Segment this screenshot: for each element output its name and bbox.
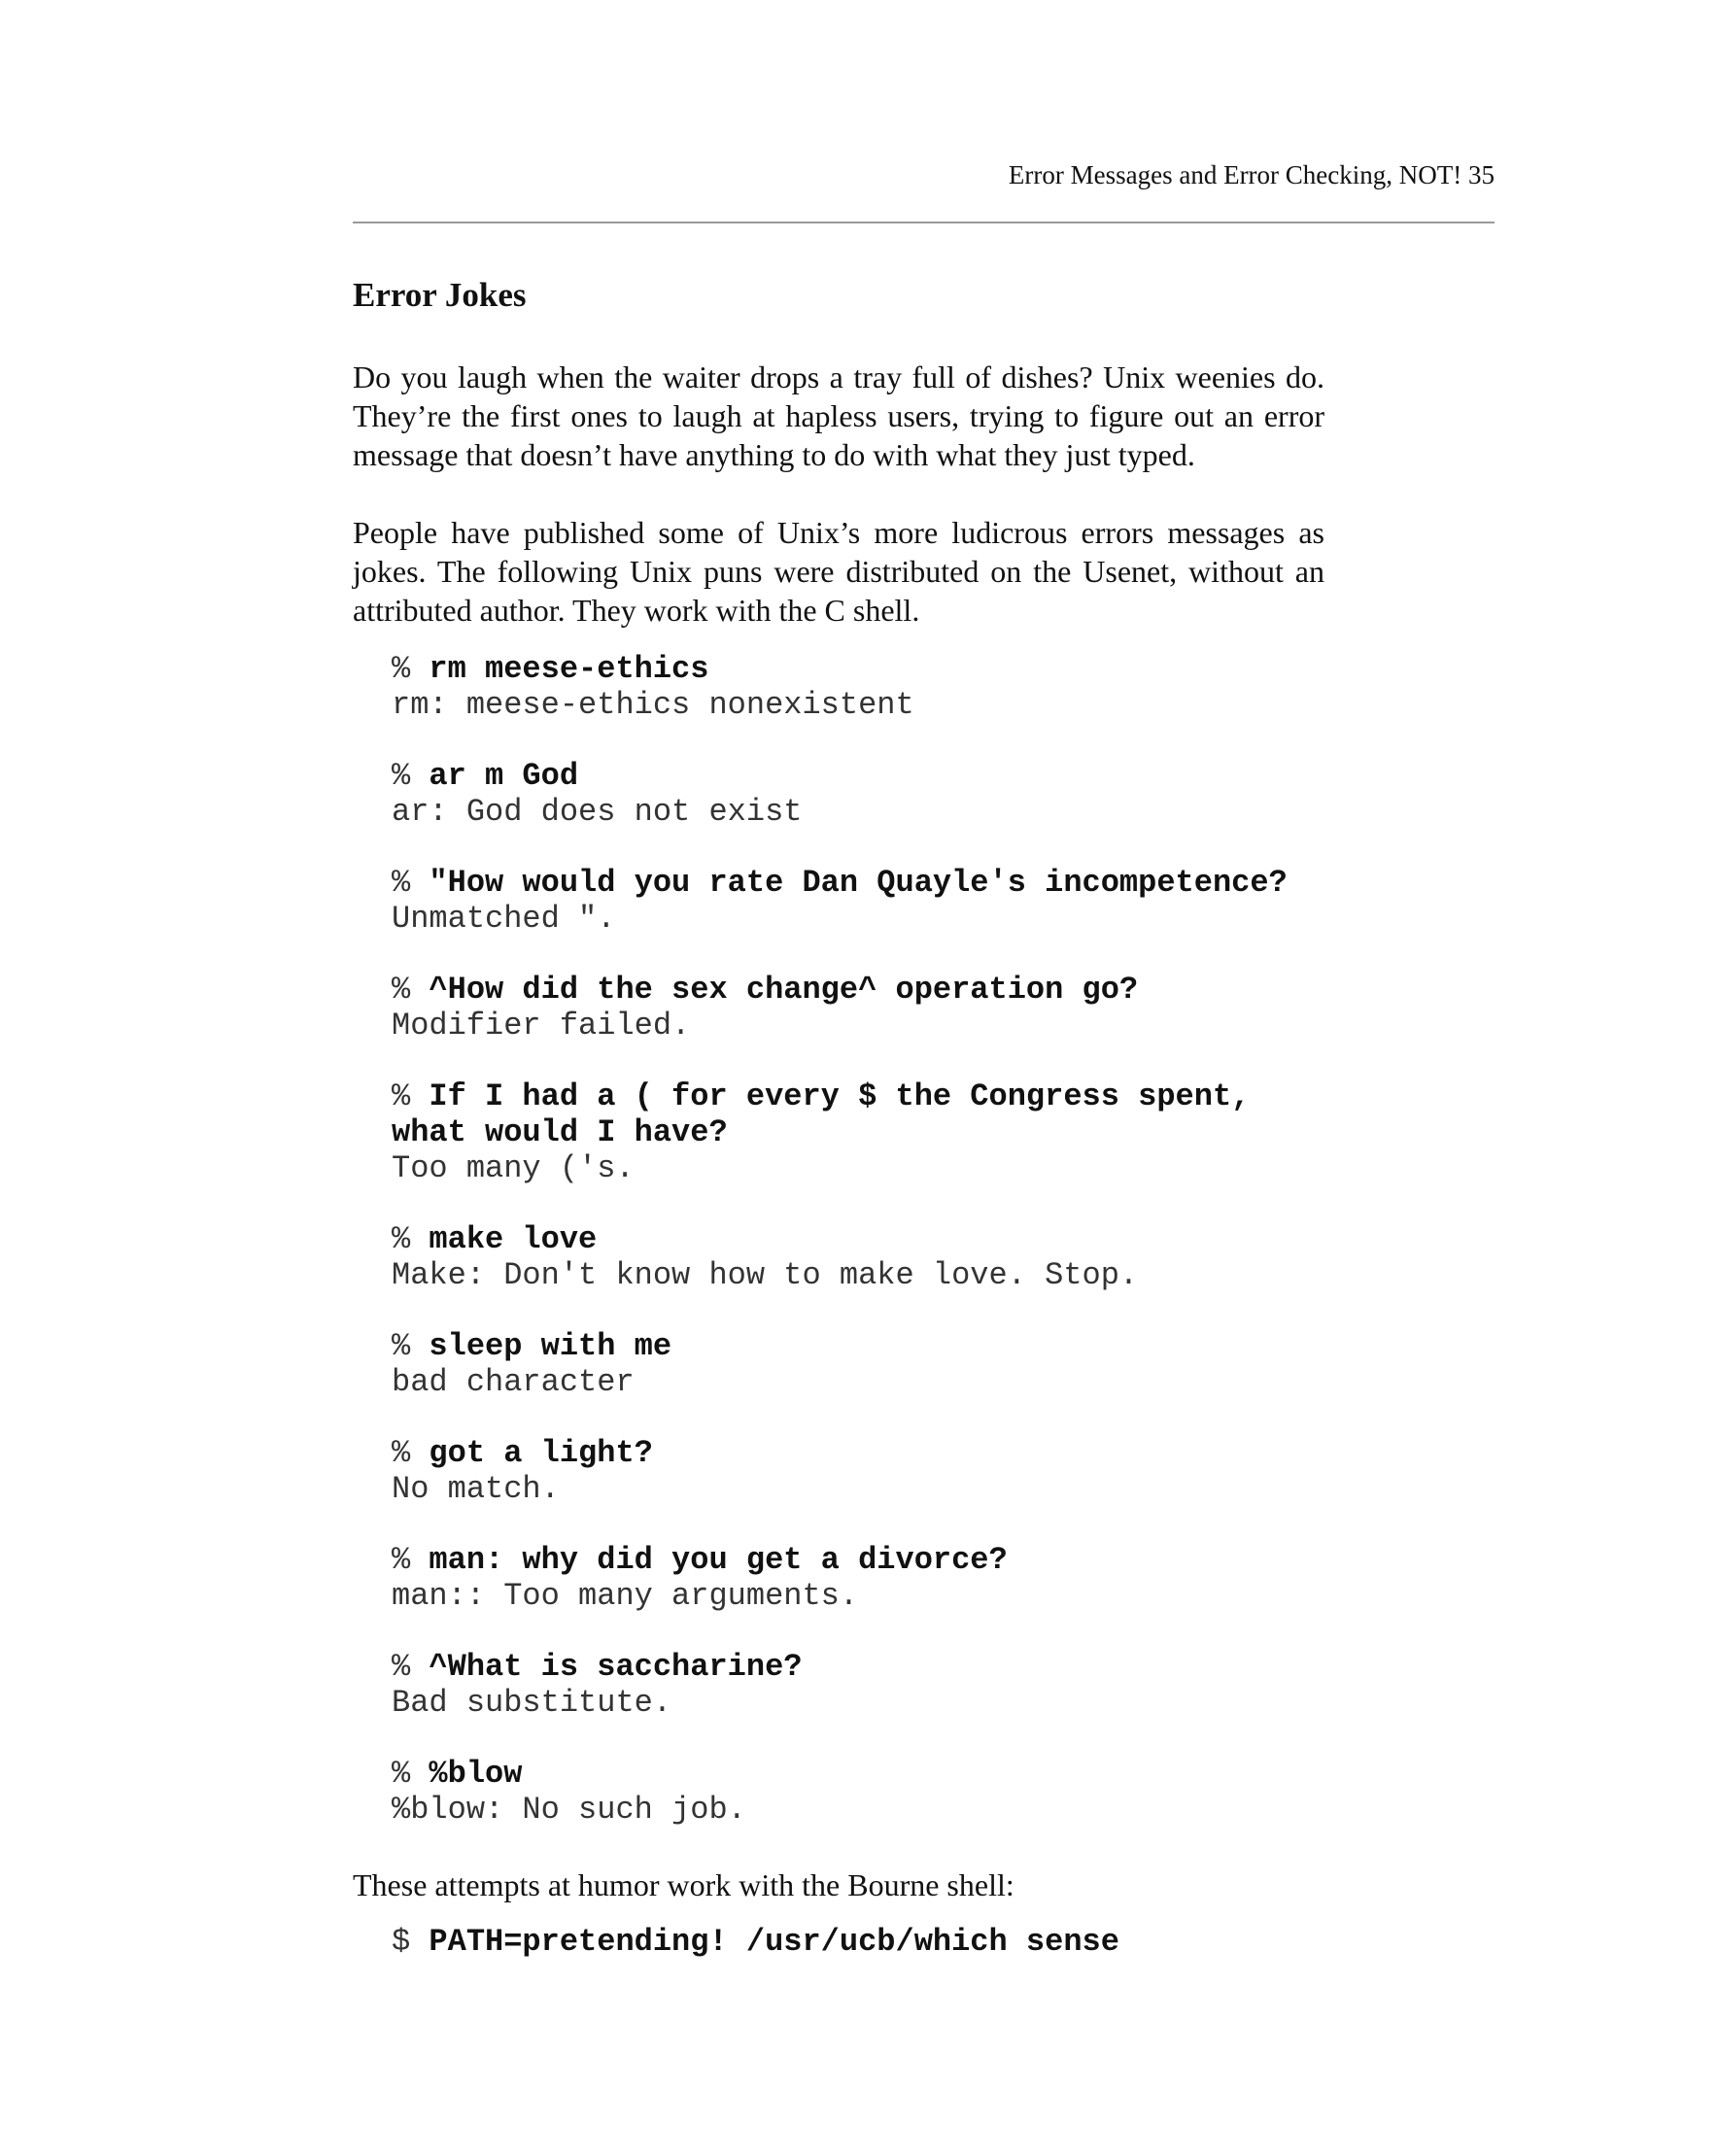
shell-response: Bad substitute. [392, 1685, 672, 1721]
command-line [392, 1435, 1288, 1471]
shell-prompt: % [392, 1756, 411, 1792]
shell-prompt: % [392, 1328, 411, 1364]
shell-response: Unmatched ". [392, 901, 616, 937]
shell-prompt: % [392, 1078, 411, 1114]
bourne-command-line [392, 1924, 1119, 1960]
shell-command: ^What is saccharine? [429, 1649, 803, 1685]
bourne-paragraph [353, 1865, 1324, 1904]
csh-transcript [392, 651, 1288, 1863]
command-line [392, 1221, 1288, 1257]
command-line [392, 1649, 1288, 1685]
shell-command: make love [429, 1221, 598, 1257]
shell-prompt: % [392, 972, 411, 1008]
shell-prompt: % [392, 865, 411, 901]
shell-command: got a light? [429, 1435, 653, 1471]
transcript-entry [392, 1078, 1288, 1186]
command-line [392, 1328, 1288, 1364]
shell-prompt: % [392, 1542, 411, 1578]
shell-response: rm: meese-ethics nonexistent [392, 687, 914, 723]
shell-command: ^How did the sex change^ operation go? [429, 972, 1139, 1008]
shell-prompt: % [392, 758, 411, 794]
command-line [392, 1114, 1288, 1150]
shell-response: bad character [392, 1364, 635, 1400]
shell-response: man:: Too many arguments. [392, 1578, 859, 1614]
shell-command: what would I have? [392, 1114, 728, 1150]
command-line [392, 972, 1288, 1008]
intro-paragraph [353, 358, 1324, 474]
running-head: Error Messages and Error Checking, NOT! 35 [1008, 160, 1495, 189]
transcript-entry [392, 758, 1288, 830]
shell-prompt: % [392, 1435, 411, 1471]
transcript-entry [392, 1221, 1288, 1293]
transcript-entry [392, 1435, 1288, 1507]
command-line [392, 1756, 1288, 1792]
command-line [392, 865, 1288, 901]
shell-prompt: % [392, 651, 411, 687]
paragraph-line: attributed author. They work with the C shell. [353, 593, 920, 628]
shell-command: PATH=pretending! /usr/ucb/which sense [429, 1924, 1119, 1960]
paragraph-line: jokes. The following Unix puns were distributed on the Usenet, without an [353, 554, 1324, 589]
shell-response: ar: God does not exist [392, 794, 803, 830]
paragraph-line: People have published some of Unix’s more ludicrous errors messages as [353, 515, 1324, 550]
transcript-entry [392, 1649, 1288, 1721]
shell-prompt: $ [392, 1924, 411, 1960]
book-page [353, 0, 1495, 2156]
paragraph-line: message that doesn’t have anything to do with what they just typed. [353, 437, 1195, 472]
shell-response: No match. [392, 1471, 560, 1507]
command-line [392, 1542, 1288, 1578]
transcript-entry [392, 651, 1288, 723]
transcript-entry [392, 1756, 1288, 1828]
command-line [392, 1078, 1288, 1114]
shell-response: Make: Don't know how to make love. Stop. [392, 1257, 1139, 1293]
transcript-entry [392, 1542, 1288, 1614]
shell-response: Modifier failed. [392, 1008, 691, 1044]
paragraph-line: These attempts at humor work with the Bourne shell: [353, 1867, 1014, 1902]
shell-response: %blow: No such job. [392, 1792, 746, 1828]
puns-paragraph [353, 513, 1324, 630]
section-title: Error Jokes [353, 276, 527, 314]
shell-command: man: why did you get a divorce? [429, 1542, 1008, 1578]
shell-command: sleep with me [429, 1328, 672, 1364]
transcript-entry [392, 1328, 1288, 1400]
paragraph-line: They’re the first ones to laugh at hapless users, trying to figure out an error [353, 398, 1324, 433]
command-line [392, 651, 1288, 687]
header-rule [353, 222, 1495, 223]
paragraph-line: Do you laugh when the waiter drops a tray full of dishes? Unix weenies do. [353, 359, 1324, 394]
shell-command: "How would you rate Dan Quayle's incompetence? [429, 865, 1288, 901]
transcript-entry [392, 865, 1288, 937]
shell-prompt: % [392, 1221, 411, 1257]
command-line [392, 758, 1288, 794]
shell-prompt: % [392, 1649, 411, 1685]
shell-response: Too many ('s. [392, 1150, 635, 1186]
shell-command: %blow [429, 1756, 523, 1792]
shell-command: If I had a ( for every $ the Congress spent, [429, 1078, 1251, 1114]
shell-command: rm meese-ethics [429, 651, 709, 687]
transcript-entry [392, 972, 1288, 1044]
shell-command: ar m God [429, 758, 579, 794]
